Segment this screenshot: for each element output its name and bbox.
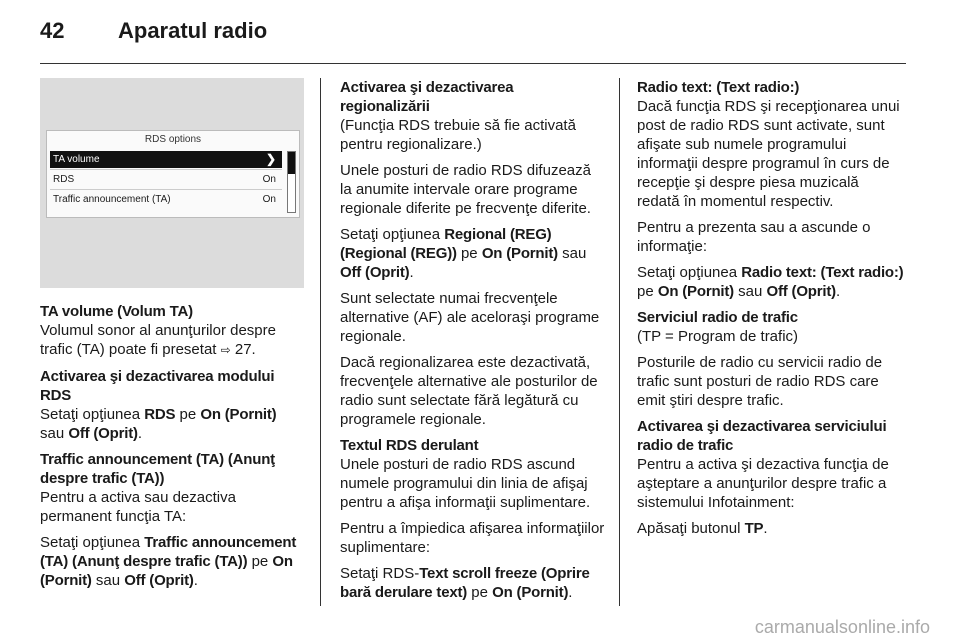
paragraph: Pentru a activa sau dezactiva permanent funcţia TA: bbox=[40, 489, 236, 525]
heading-scroll-text: Textul RDS derulant bbox=[340, 437, 479, 454]
heading-radio-text: Radio text: (Text radio:) bbox=[637, 79, 800, 96]
rds-options-screenshot bbox=[40, 78, 304, 288]
paragraph: (Funcţia RDS trebuie să fie activată pentru regionalizare.) bbox=[340, 117, 576, 153]
chevron-right-icon: ❯ bbox=[265, 152, 276, 166]
scrollbar bbox=[287, 151, 296, 213]
paragraph: Posturile de radio cu servicii radio de trafic sunt posturi de radio RDS care emit ştiri despre trafic. bbox=[637, 354, 883, 409]
screen-row-label: RDS bbox=[53, 174, 75, 185]
paragraph: Dacă regionalizarea este dezactivată, frecvenţele alternative ale posturilor de radio sunt selectate fără legătură cu programele regionale. bbox=[340, 354, 598, 428]
paragraph: Setaţi opţiunea Traffic announcement (TA) (Anunţ despre trafic (TA)) pe On (Pornit) sau Off (Oprit). bbox=[40, 534, 297, 589]
paragraph: Unele posturi de radio RDS ascund numele programului din linia de afişaj pentru a afişa informaţii suplimentare. bbox=[340, 456, 591, 511]
column-divider bbox=[619, 78, 620, 606]
column-3 bbox=[637, 78, 905, 545]
paragraph: (TP = Program de trafic) bbox=[637, 328, 799, 345]
column-2 bbox=[340, 78, 605, 609]
page-title: Aparatul radio bbox=[118, 18, 268, 43]
paragraph: Pentru a împiedica afişarea informaţiilor suplimentare: bbox=[340, 520, 605, 556]
screen-row-value: On bbox=[262, 194, 276, 205]
paragraph: Dacă funcţia RDS şi recepţionarea unui post de radio RDS sunt activate, sunt afişate sub numele programului informaţii despre programul în curs de recepţie şi despre piesa muzicală redată în momentul respectiv. bbox=[637, 98, 900, 210]
screen-row-ta-volume bbox=[50, 151, 282, 168]
paragraph: Setaţi RDS-Text scroll freeze (Oprire bară derulare text) pe On (Pornit). bbox=[340, 565, 590, 601]
page-number: 42 bbox=[40, 18, 65, 43]
paragraph: Pentru a activa şi dezactiva funcţia de aşteptare a anunţurilor despre trafic a sistemului Infotainment: bbox=[637, 456, 889, 511]
page-ref-arrow-icon: ⇨ bbox=[220, 343, 231, 357]
heading-ta: Traffic announcement (TA) (Anunţ despre trafic (TA)) bbox=[40, 451, 275, 487]
paragraph: Sunt selectate numai frecvenţele alternative (AF) ale aceloraşi programe regionale. bbox=[340, 290, 600, 345]
screen-row-ta bbox=[50, 191, 282, 208]
heading-ta-volume: TA volume (Volum TA) bbox=[40, 303, 193, 320]
column-divider bbox=[320, 78, 321, 606]
screen-row-label: TA volume bbox=[53, 154, 100, 165]
screen-title: RDS options bbox=[144, 134, 202, 145]
row-separator bbox=[50, 169, 282, 170]
paragraph: Setaţi opţiunea Radio text: (Text radio:) pe On (Pornit) sau Off (Oprit). bbox=[637, 264, 904, 300]
screen-row-value: On bbox=[262, 174, 276, 185]
heading-regionalization: Activarea şi dezactivarea regionalizării bbox=[340, 79, 514, 115]
watermark: carmanualsonline.info bbox=[754, 617, 930, 637]
paragraph: Volumul sonor al anunţurilor despre trafic (TA) poate fi presetat ⇨ 27. bbox=[40, 322, 276, 358]
screen-row-rds bbox=[50, 171, 282, 188]
paragraph: Apăsaţi butonul TP. bbox=[637, 520, 768, 537]
paragraph: Pentru a prezenta sau a ascunde o informaţie: bbox=[637, 219, 871, 255]
heading-traffic-service: Serviciul radio de trafic bbox=[637, 309, 798, 326]
column-1 bbox=[40, 302, 302, 597]
paragraph: Unele posturi de radio RDS difuzează la anumite intervale orare programe regionale diferite pe frecvenţe diferite. bbox=[340, 162, 591, 217]
row-separator bbox=[50, 189, 282, 190]
paragraph: Setaţi opţiunea RDS pe On (Pornit) sau Off (Oprit). bbox=[40, 406, 277, 442]
rds-options-panel bbox=[46, 130, 300, 218]
heading-traffic-toggle: Activarea şi dezactivarea serviciului radio de trafic bbox=[637, 418, 887, 454]
scrollbar-thumb bbox=[288, 152, 295, 174]
screen-row-label: Traffic announcement (TA) bbox=[53, 194, 171, 205]
header-rule bbox=[40, 63, 906, 64]
heading-rds: Activarea şi dezactivarea modului RDS bbox=[40, 368, 275, 404]
paragraph: Setaţi opţiunea Regional (REG) (Regional (REG)) pe On (Pornit) sau Off (Oprit). bbox=[340, 226, 587, 281]
